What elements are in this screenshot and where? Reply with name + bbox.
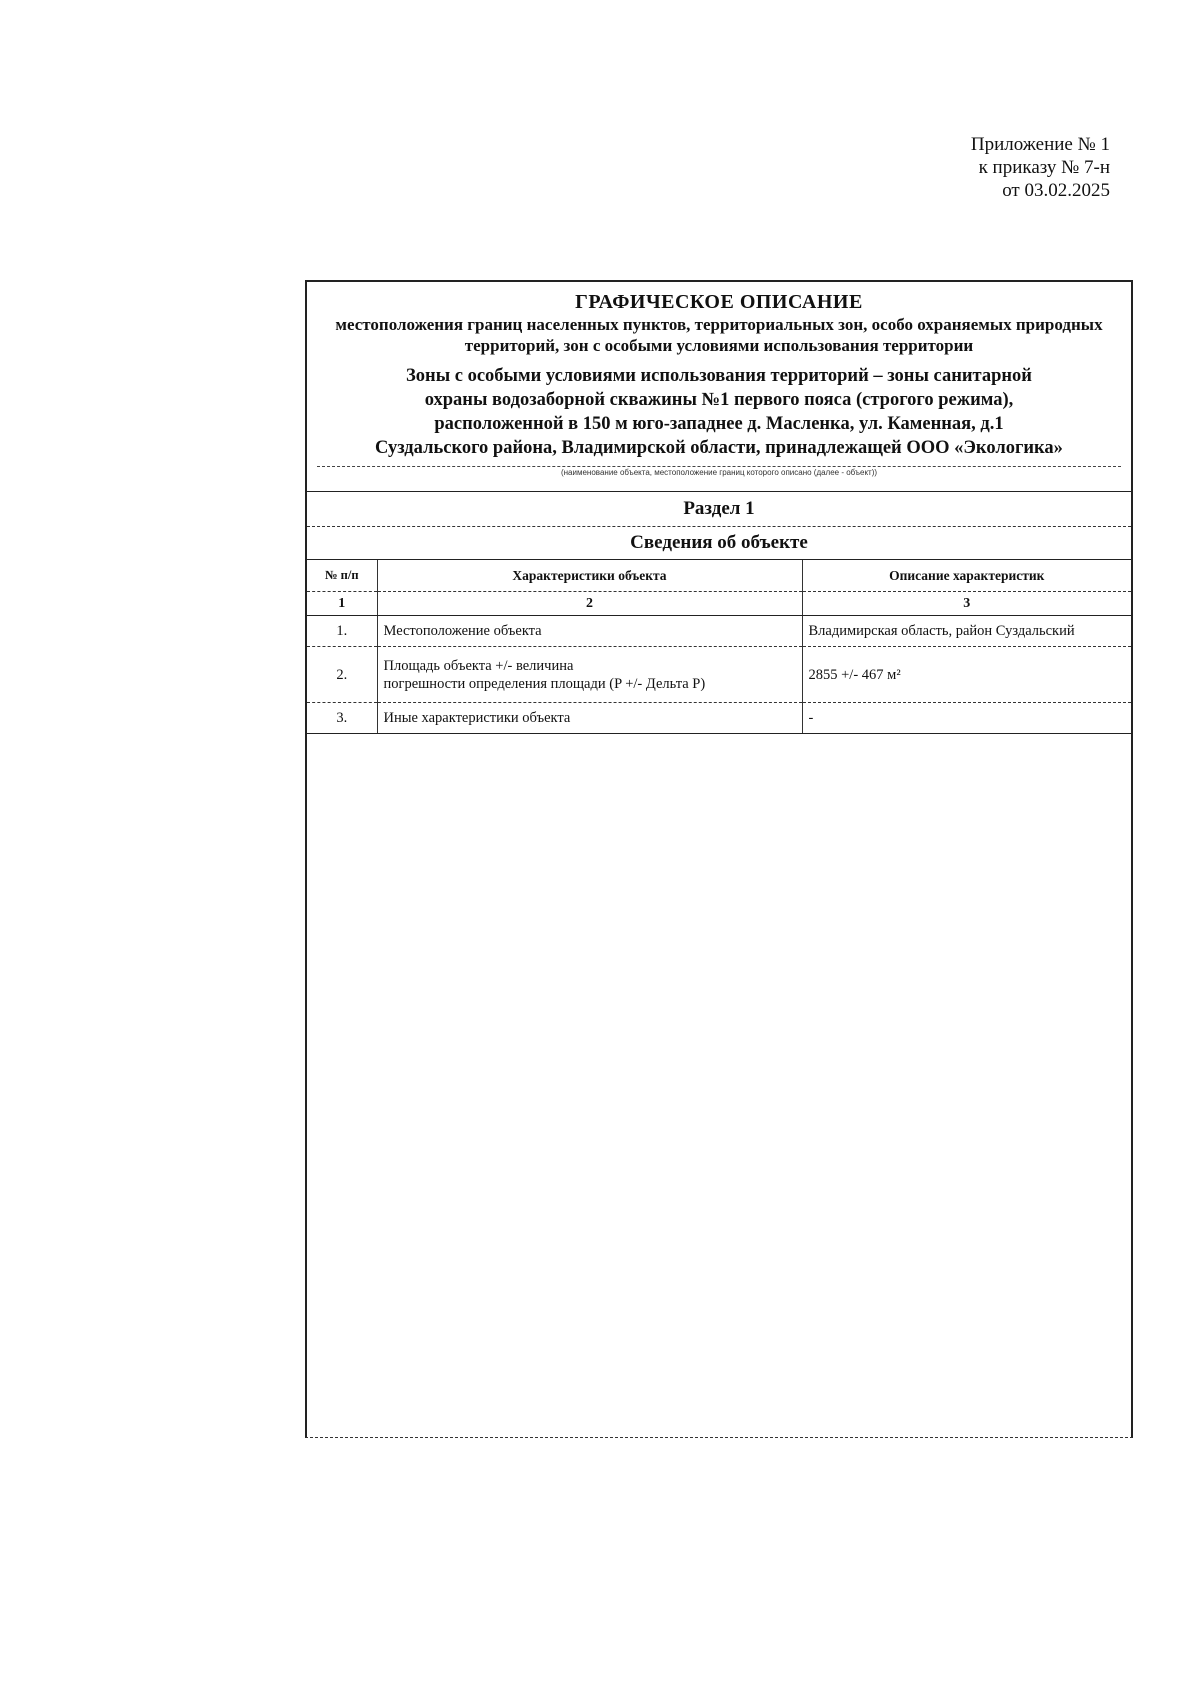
row-characteristic: Местоположение объекта bbox=[377, 616, 802, 647]
column-number: 3 bbox=[802, 592, 1131, 616]
row-description: Владимирская область, район Суздальский bbox=[802, 616, 1131, 647]
header-cell-characteristic: Характеристики объекта bbox=[377, 560, 802, 592]
appendix-line-3: от 03.02.2025 bbox=[1002, 180, 1110, 201]
zone-line: расположенной в 150 м юго-западнее д. Масленка, ул. Каменная, д.1 bbox=[434, 414, 1004, 434]
object-table bbox=[307, 560, 1131, 734]
object-info-title: Сведения об объекте bbox=[307, 527, 1131, 560]
row-characteristic-line: погрешности определения площади (P +/- Дельта P) bbox=[383, 675, 706, 692]
object-caption: (наименование объекта, местоположение границ которого описано (далее - объект)) bbox=[560, 468, 878, 477]
column-number: 2 bbox=[377, 592, 802, 616]
appendix-line-1: Приложение № 1 bbox=[970, 134, 1110, 155]
table-row bbox=[307, 647, 1131, 703]
header-cell-num: № п/п bbox=[307, 560, 377, 592]
zone-line: охраны водозаборной скважины №1 первого пояса (строгого режима), bbox=[424, 390, 1014, 410]
zone-line: Суздальского района, Владимирской области, принадлежащей ООО «Экологика» bbox=[375, 438, 1063, 458]
row-description: 2855 +/- 467 м² bbox=[802, 647, 1131, 703]
zone-line: Зоны с особыми условиями использования территорий – зоны санитарной bbox=[406, 366, 1032, 386]
document-subtitle: местоположения границ населенных пунктов, территориальных зон, особо охраняемых природных территорий, зон с особыми условиями использования территории bbox=[335, 315, 1103, 355]
row-number: 1. bbox=[307, 616, 377, 647]
row-characteristic: Иные характеристики объекта bbox=[377, 703, 802, 734]
column-number-row bbox=[307, 592, 1131, 616]
table-header-row bbox=[307, 560, 1131, 592]
caption-underline bbox=[317, 466, 1121, 481]
header-cell-description: Описание характеристик bbox=[802, 560, 1131, 592]
row-number: 2. bbox=[307, 647, 377, 703]
document-title: ГРАФИЧЕСКОЕ ОПИСАНИЕ bbox=[575, 291, 863, 313]
row-description: - bbox=[802, 703, 1131, 734]
appendix-line-2: к приказу № 7-н bbox=[978, 157, 1110, 178]
column-number: 1 bbox=[307, 592, 377, 616]
row-number: 3. bbox=[307, 703, 377, 734]
row-characteristic bbox=[377, 647, 802, 703]
section-title: Раздел 1 bbox=[307, 491, 1131, 527]
document-header bbox=[307, 282, 1131, 481]
appendix-block bbox=[810, 133, 1110, 202]
table-row bbox=[307, 703, 1131, 734]
row-characteristic-line: Площадь объекта +/- величина bbox=[383, 657, 574, 674]
document-frame bbox=[305, 280, 1133, 1438]
zone-description bbox=[307, 364, 1131, 460]
table-row bbox=[307, 616, 1131, 647]
